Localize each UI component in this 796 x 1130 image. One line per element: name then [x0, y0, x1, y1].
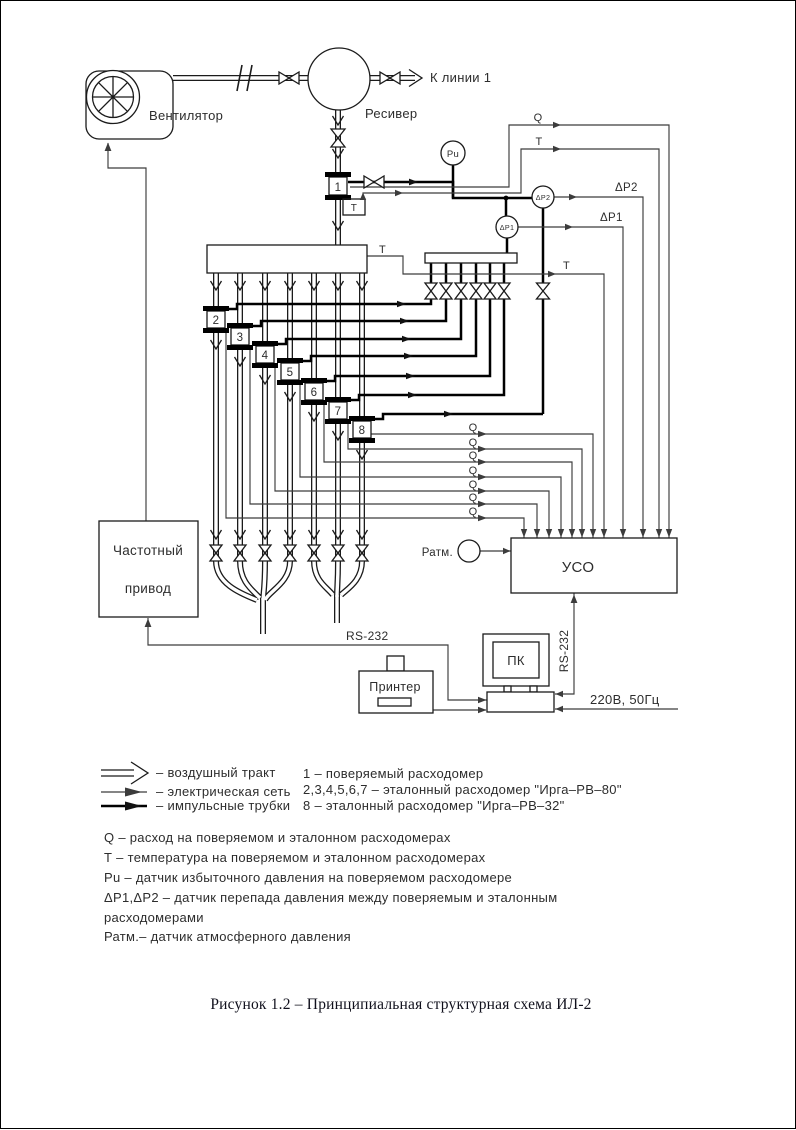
dp2-line-label: ΔР2 [615, 182, 638, 194]
electric-symbol-icon [101, 788, 147, 797]
q-label: Q [468, 492, 478, 504]
valve-to-line-icon [380, 72, 400, 84]
verified-flowmeter-1 [325, 172, 365, 215]
frequency-drive [99, 521, 198, 617]
t-manifold-label: Т [379, 244, 387, 256]
q-label: Q [468, 479, 478, 491]
pc-label: ПК [507, 653, 525, 668]
meter7-number: 7 [334, 406, 342, 418]
impulse-manifold [425, 253, 517, 263]
meter1-number: 1 [334, 182, 342, 194]
receiver-vessel [308, 48, 370, 110]
definitions [104, 830, 557, 944]
t-top-label: Т [535, 136, 543, 148]
definition-dp: ΔР1,ΔР2 – датчик перепада давления между поверяемым и эталонным [104, 890, 558, 905]
legend [101, 762, 622, 813]
meter6-number: 6 [310, 387, 318, 399]
fan [86, 71, 173, 140]
definition-pu: Pu – датчик избыточного давления на поверяемом расходомере [104, 870, 513, 885]
definition-q: Q – расход на поверяемом и эталонном расходомерах [104, 830, 451, 845]
meter8-number: 8 [358, 425, 366, 437]
legend-item-3: 8 – эталонный расходомер "Ирга–РВ–32" [303, 798, 565, 813]
power-label: 220В, 50Гц [590, 692, 660, 707]
to-line-label: К линии 1 [430, 70, 492, 85]
definition-t: Т – температура на поверяемом и эталонном расходомерах [104, 850, 486, 865]
q-top-label: Q [533, 112, 543, 124]
freq-drive-label-1: Частотный [112, 543, 184, 558]
valve-dp2-icon [537, 283, 550, 299]
electric-lines [108, 125, 678, 710]
impulse-manifold-valves [425, 283, 510, 299]
legend-item-1: 1 – поверяемый расходомер [303, 766, 484, 781]
valve-icons [210, 72, 550, 561]
q-label: Q [468, 465, 478, 477]
air-duct-symbol-icon [101, 762, 148, 784]
patm-label: Ратм. [421, 547, 453, 559]
meter3-number: 3 [236, 332, 244, 344]
figure-caption: Рисунок 1.2 – Принципиальная структурная схема ИЛ-2 [210, 996, 592, 1013]
receiver-label: Ресивер [365, 106, 418, 121]
legend-air-label: – воздушный тракт [156, 765, 276, 780]
distribution-manifold [207, 245, 367, 273]
definition-dp-cont: расходомерами [104, 910, 204, 925]
q-label: Q [468, 450, 478, 462]
dp1-circle-label: ΔР1 [499, 223, 515, 232]
freq-drive-label-2: привод [124, 581, 172, 596]
q-label: Q [468, 437, 478, 449]
rs232-drive-label: RS-232 [346, 629, 389, 643]
valve-receiver-down-icon [331, 129, 345, 147]
legend-electric-label: – электрическая сеть [156, 784, 291, 799]
printer-label: Принтер [369, 680, 421, 694]
meter4-number: 4 [261, 350, 269, 362]
fan-blades-icon [93, 77, 133, 117]
legend-impulse-label: – импульсные трубки [156, 798, 291, 813]
dp1-line-label: ΔР1 [600, 212, 623, 224]
rs232-uso-label: RS-232 [557, 629, 571, 673]
uso-label: УСО [561, 559, 595, 576]
fan-label: Вентилятор [149, 108, 224, 123]
pc [483, 634, 554, 712]
signal-arrows [105, 122, 673, 713]
impulse-lines [229, 165, 543, 419]
meter5-number: 5 [286, 367, 294, 379]
definition-patm: Ратм.– датчик атмосферного давления [104, 929, 351, 944]
pu-label: Pu [446, 149, 460, 160]
valve-fan-receiver-icon [279, 72, 299, 84]
dp2-circle-label: ΔР2 [535, 193, 551, 202]
patm-sensor [458, 540, 480, 562]
temp-box-label: Т [350, 203, 358, 214]
q-label: Q [468, 506, 478, 518]
system-unit [487, 692, 554, 712]
t-mid-label: Т [563, 260, 571, 272]
meter2-number: 2 [212, 315, 220, 327]
impulse-symbol-icon [101, 802, 147, 811]
q-label: Q [468, 422, 478, 434]
legend-item-2: 2,3,4,5,6,7 – эталонный расходомер "Ирга–РВ–80" [303, 782, 622, 797]
schematic-diagram [1, 1, 796, 1130]
valve-meter1-impulse-icon [364, 176, 384, 188]
